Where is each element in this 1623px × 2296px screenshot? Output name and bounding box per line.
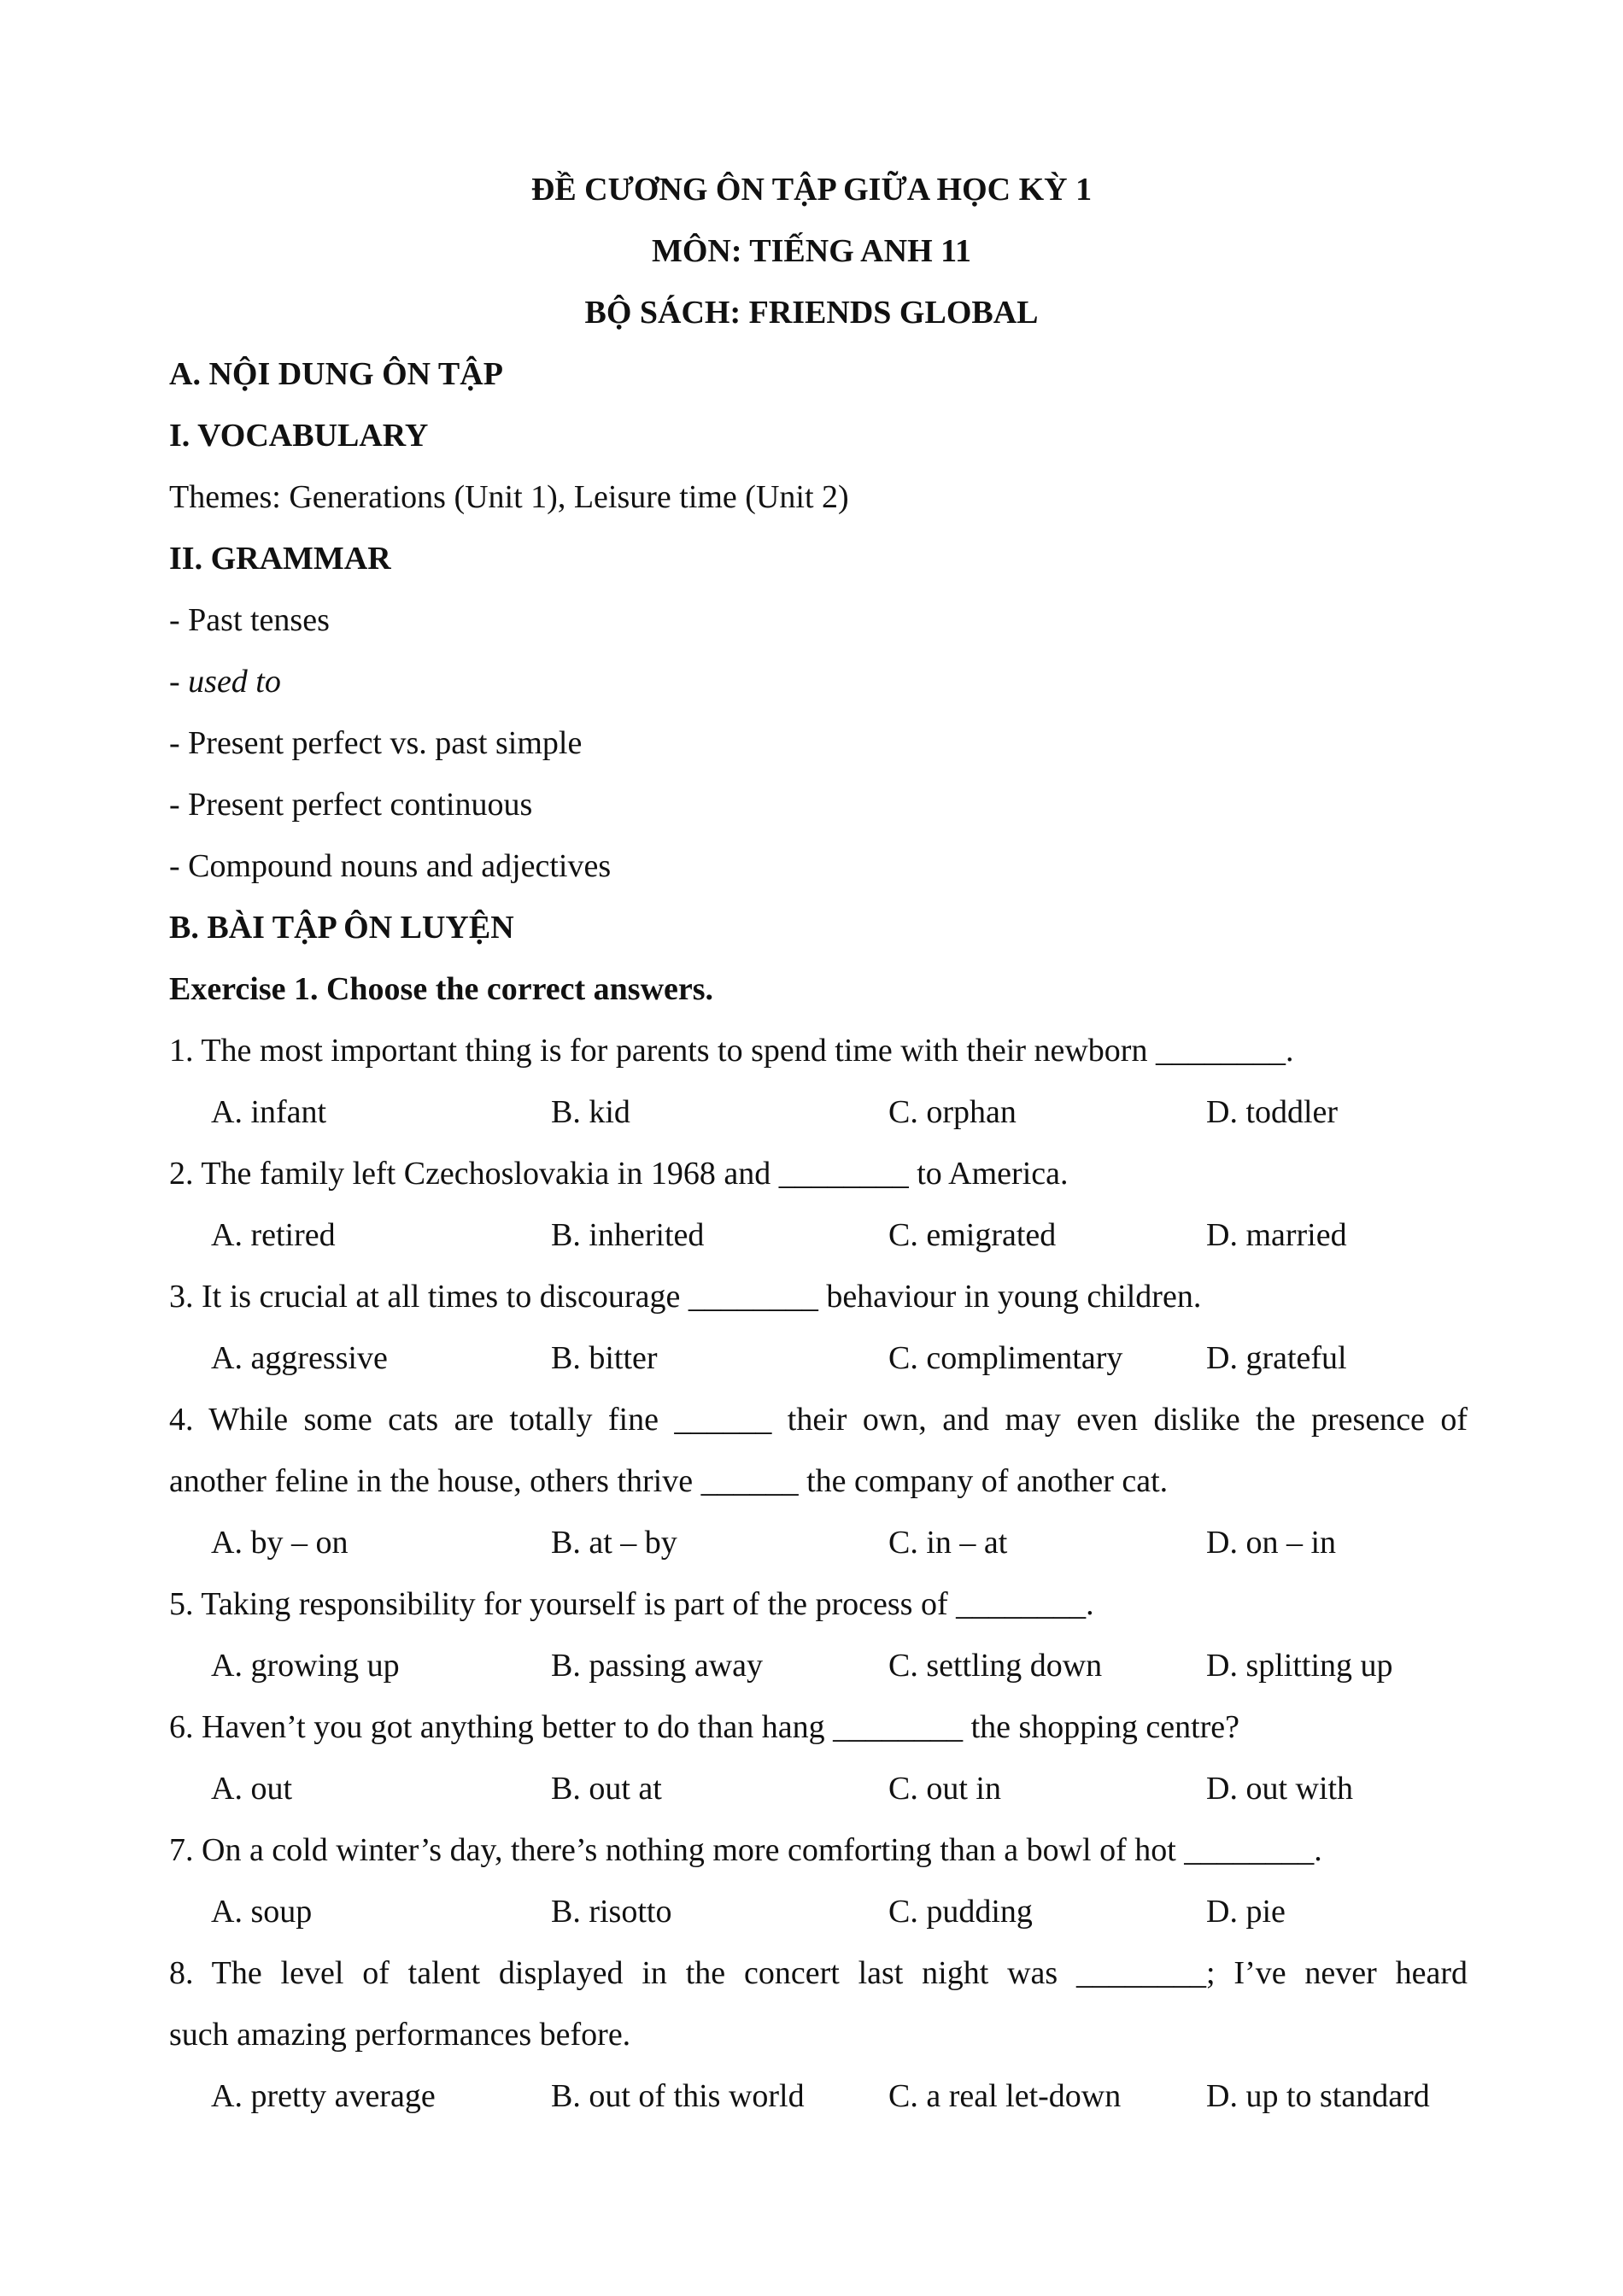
exercise-1-title: Exercise 1. Choose the correct answers. <box>169 971 714 1007</box>
question-5: 5. Taking responsibility for yourself is part of the process of ________. <box>169 1586 1094 1622</box>
option-b: B. out at <box>551 1771 662 1807</box>
option-b: B. out of this world <box>551 2078 805 2114</box>
grammar-item: - Past tenses <box>169 602 330 638</box>
question-8-continued: such amazing performances before. <box>169 2017 631 2053</box>
option-d: D. married <box>1206 1217 1347 1253</box>
option-d: D. grateful <box>1206 1340 1347 1376</box>
option-d: D. splitting up <box>1206 1648 1393 1684</box>
question-4-continued: another feline in the house, others thrive ______ the company of another cat. <box>169 1463 1169 1499</box>
option-a: A. infant <box>211 1094 327 1130</box>
grammar-item: - Present perfect continuous <box>169 787 533 823</box>
option-d: D. pie <box>1206 1894 1286 1930</box>
option-d: D. on – in <box>1206 1525 1336 1561</box>
option-a: A. out <box>211 1771 292 1807</box>
option-b: B. kid <box>551 1094 630 1130</box>
question-3: 3. It is crucial at all times to discourage ________ behaviour in young children. <box>169 1279 1202 1315</box>
option-b: B. at – by <box>551 1525 677 1561</box>
option-d: D. up to standard <box>1206 2078 1430 2114</box>
option-a: A. retired <box>211 1217 336 1253</box>
section-a-heading: A. NỘI DUNG ÔN TẬP <box>169 356 503 392</box>
grammar-heading: II. GRAMMAR <box>169 541 391 577</box>
doc-title-2: MÔN: TIẾNG ANH 11 <box>651 233 972 269</box>
doc-title-1: ĐỀ CƯƠNG ÔN TẬP GIỮA HỌC KỲ 1 <box>530 172 1093 208</box>
option-c: C. orphan <box>888 1094 1017 1130</box>
question-7: 7. On a cold winter’s day, there’s nothing more comforting than a bowl of hot ________. <box>169 1832 1322 1868</box>
option-b: B. inherited <box>551 1217 705 1253</box>
question-2: 2. The family left Czechoslovakia in 1968 and ________ to America. <box>169 1156 1069 1192</box>
grammar-item: - Present perfect vs. past simple <box>169 725 583 761</box>
option-b: B. bitter <box>551 1340 658 1376</box>
option-d: D. out with <box>1206 1771 1354 1807</box>
option-c: C. emigrated <box>888 1217 1057 1253</box>
option-a: A. by – on <box>211 1525 349 1561</box>
option-c: C. out in <box>888 1771 1001 1807</box>
grammar-item-italic: used to <box>188 664 281 700</box>
option-a: A. aggressive <box>211 1340 388 1376</box>
option-c: C. in – at <box>888 1525 1008 1561</box>
option-b: B. risotto <box>551 1894 672 1930</box>
question-4: 4. While some cats are totally fine ______ their own, and may even dislike the presence of <box>169 1402 1468 1438</box>
grammar-item: - used to <box>169 664 281 700</box>
question-1: 1. The most important thing is for parents to spend time with their newborn ________. <box>169 1033 1294 1069</box>
option-a: A. growing up <box>211 1648 400 1684</box>
option-c: C. complimentary <box>888 1340 1123 1376</box>
grammar-item: - Compound nouns and adjectives <box>169 848 612 884</box>
question-6: 6. Haven’t you got anything better to do than hang ________ the shopping centre? <box>169 1709 1240 1745</box>
option-d: D. toddler <box>1206 1094 1339 1130</box>
option-a: A. soup <box>211 1894 313 1930</box>
question-8: 8. The level of talent displayed in the concert last night was ________; I’ve never heard <box>169 1955 1468 1991</box>
doc-title-3: BỘ SÁCH: FRIENDS GLOBAL <box>584 295 1039 331</box>
vocabulary-heading: I. VOCABULARY <box>169 418 429 454</box>
option-b: B. passing away <box>551 1648 764 1684</box>
section-b-heading: B. BÀI TẬP ÔN LUYỆN <box>169 910 514 946</box>
vocabulary-themes: Themes: Generations (Unit 1), Leisure time (Unit 2) <box>169 479 849 515</box>
option-c: C. a real let-down <box>888 2078 1122 2114</box>
option-a: A. pretty average <box>211 2078 436 2114</box>
option-c: C. pudding <box>888 1894 1033 1930</box>
option-c: C. settling down <box>888 1648 1103 1684</box>
